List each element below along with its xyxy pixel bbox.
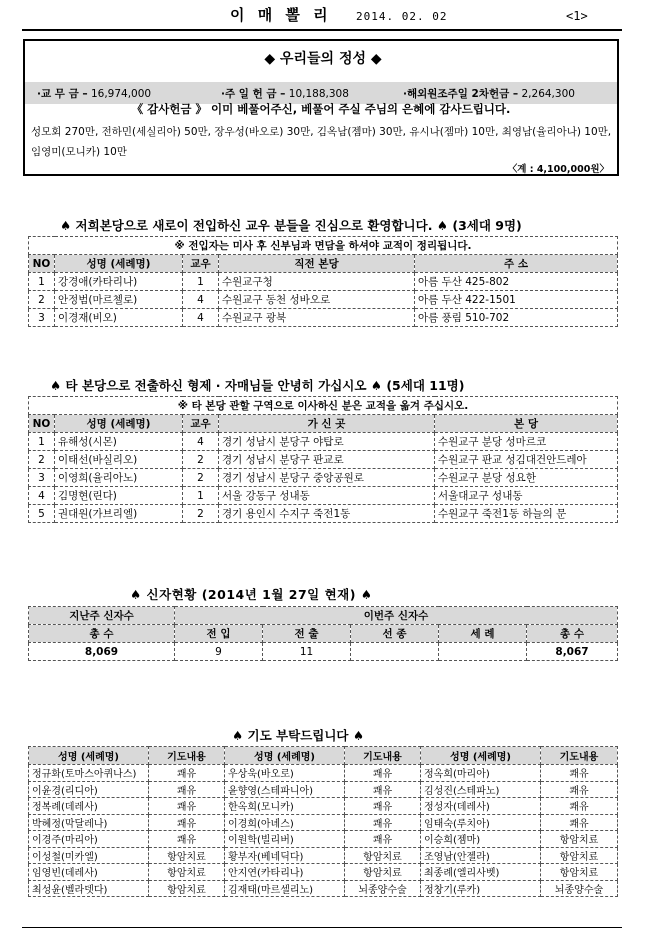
cell-name: 임태숙(루치아) [421, 814, 541, 831]
table-row [29, 487, 618, 505]
cell-destination: 경기 성남시 분당구 판교로 [219, 451, 435, 469]
cell-count: 2 [183, 451, 219, 469]
cell-parish: 서울대교구 성내동 [435, 487, 618, 505]
cell-count: 2 [183, 505, 219, 523]
believers-table [28, 606, 618, 661]
table-row [29, 643, 618, 661]
last-total: 8,069 [29, 643, 175, 661]
table-row [29, 847, 618, 864]
cell-count: 4 [183, 433, 219, 451]
cell-no: 2 [29, 291, 55, 309]
table-row [29, 831, 618, 848]
cell-name: 이성철(미카엘) [29, 847, 149, 864]
total-sunday: ·주 일 헌 금 – 10,188,308 [221, 88, 349, 100]
table-header: 기도내용 [345, 747, 421, 765]
cell-parish: 수원교구 광북 [219, 309, 415, 327]
cell-no: 4 [29, 487, 55, 505]
cell-destination: 경기 용인시 수지구 죽전1동 [219, 505, 435, 523]
cell-name: 정옥희(마리아) [421, 765, 541, 782]
table-row [29, 765, 618, 782]
cell-request: 항암치료 [149, 880, 225, 897]
cell-request: 항암치료 [541, 831, 618, 848]
cell-name: 이경재(비오) [55, 309, 183, 327]
cell-no: 3 [29, 469, 55, 487]
cell-name: 김명현(린다) [55, 487, 183, 505]
prayer-title: ♠ 기도 부탁드립니다 ♠ [232, 728, 365, 743]
cell-name: 임영빈(데레사) [29, 864, 149, 881]
farewell-notice: ※ 타 본당 관할 구역으로 이사하신 분은 교적을 옮겨 주십시오. [29, 397, 618, 415]
cell-name: 정창기(루카) [421, 880, 541, 897]
cell-name: 이원학(빌리버) [225, 831, 345, 848]
cell-no: 3 [29, 309, 55, 327]
cell-request: 쾌유 [345, 781, 421, 798]
cell-request: 뇌종양수술 [345, 880, 421, 897]
cell-request: 쾌유 [149, 765, 225, 782]
cell-name: 안지연(카타리나) [225, 864, 345, 881]
cell-name: 권대원(가브리엘) [55, 505, 183, 523]
believers-title: ♠ 신자현황 (2014년 1월 27일 현재) ♠ [130, 587, 373, 602]
farewell-table [28, 396, 618, 523]
cell-name: 유해성(시몬) [55, 433, 183, 451]
cell-request: 항암치료 [345, 847, 421, 864]
cell-request: 항암치료 [149, 847, 225, 864]
table-row [29, 273, 618, 291]
table-header: NO [29, 415, 55, 433]
cell-name: 이윤경(리디아) [29, 781, 149, 798]
cell-no: 2 [29, 451, 55, 469]
table-row [29, 864, 618, 881]
table-header: 전 입 [175, 625, 263, 643]
cell-parish: 수원교구 판교 성김대건안드레아 [435, 451, 618, 469]
cell-request: 항암치료 [541, 864, 618, 881]
cell-count: 4 [183, 309, 219, 327]
cell-destination: 경기 성남시 분당구 야탑로 [219, 433, 435, 451]
prayer-table [28, 746, 618, 897]
cell-name: 박혜정(막달레나) [29, 814, 149, 831]
cell-no: 5 [29, 505, 55, 523]
last-week-label: 지난주 신자수 [29, 607, 175, 625]
moved-in: 9 [175, 643, 263, 661]
cell-request: 쾌유 [541, 765, 618, 782]
footer-divider [22, 927, 622, 928]
thanks-title: 《 감사헌금 》 이미 베풀어주신, 베풀어 주실 주님의 은혜에 감사드립니다. [131, 102, 511, 116]
cell-count: 1 [183, 273, 219, 291]
table-row [29, 798, 618, 815]
table-row [29, 469, 618, 487]
thanks-names: 성모회 270만, 전하민(세실리아) 50만, 장우성(바오로) 30만, 김옥남(젬마) 30만, 유시나(젬마) 10만, 최영남(율리아나) 10만, 임영미(모니카) 10만 [31, 126, 612, 158]
cell-name: 이경주(마리아) [29, 831, 149, 848]
table-row [29, 880, 618, 897]
welcome-title: ♠ 저희본당으로 새로이 전입하신 교우 분들을 진심으로 환영합니다. ♠ (3세대 9명) [60, 218, 522, 233]
moved-out: 11 [263, 643, 351, 661]
cell-name: 강경애(카타리나) [55, 273, 183, 291]
cell-count: 4 [183, 291, 219, 309]
cell-request: 뇌종양수술 [541, 880, 618, 897]
table-header: 성명 (세례명) [55, 415, 183, 433]
table-header: 직전 본당 [219, 255, 415, 273]
cell-name: 이태선(바실리오) [55, 451, 183, 469]
table-header: 성명 (세례명) [225, 747, 345, 765]
cell-request: 쾌유 [149, 831, 225, 848]
cell-name: 최성윤(벨라뎃다) [29, 880, 149, 897]
cell-name: 이영희(율리아노) [55, 469, 183, 487]
cell-name: 우상욱(바오로) [225, 765, 345, 782]
table-row [29, 505, 618, 523]
deceased [351, 643, 439, 661]
cell-count: 1 [183, 487, 219, 505]
cell-request: 항암치료 [541, 847, 618, 864]
cell-parish: 수원교구 분당 성요한 [435, 469, 618, 487]
cell-name: 안정범(마르첼로) [55, 291, 183, 309]
page-number: <1> [566, 9, 588, 23]
offering-title: ◆ 우리들의 정성 ◆ [264, 51, 382, 67]
cell-address: 아름 풍림 510-702 [415, 309, 618, 327]
table-header: 교우 [183, 415, 219, 433]
cell-request: 쾌유 [149, 814, 225, 831]
farewell-title: ♠ 타 본당으로 전출하신 형제 · 자매님들 안녕히 가십시오 ♠ (5세대 11명) [50, 378, 465, 393]
cell-name: 한옥희(모니카) [225, 798, 345, 815]
this-total: 8,067 [527, 643, 618, 661]
welcome-table [28, 236, 618, 327]
cell-destination: 서울 강동구 성내동 [219, 487, 435, 505]
cell-count: 2 [183, 469, 219, 487]
cell-name: 김재태(마르셀리노) [225, 880, 345, 897]
table-header: NO [29, 255, 55, 273]
cell-request: 쾌유 [345, 814, 421, 831]
cell-parish: 수원교구청 [219, 273, 415, 291]
cell-name: 정복례(데레사) [29, 798, 149, 815]
cell-request: 쾌유 [345, 765, 421, 782]
cell-parish: 수원교구 동천 성바오로 [219, 291, 415, 309]
bulletin-date: 2014. 02. 02 [356, 10, 448, 23]
cell-name: 조영남(안젤라) [421, 847, 541, 864]
cell-destination: 경기 성남시 분당구 중앙공원로 [219, 469, 435, 487]
cell-name: 윤향영(스테파니아) [225, 781, 345, 798]
offering-box [23, 39, 619, 176]
cell-request: 쾌유 [149, 798, 225, 815]
total-tithe: ·교 무 금 – 16,974,000 [37, 88, 152, 100]
table-header: 성명 (세례명) [421, 747, 541, 765]
cell-address: 아름 두산 425-802 [415, 273, 618, 291]
cell-request: 쾌유 [541, 798, 618, 815]
table-header: 가 신 곳 [219, 415, 435, 433]
cell-address: 아름 두산 422-1501 [415, 291, 618, 309]
cell-request: 쾌유 [345, 798, 421, 815]
table-header: 교우 [183, 255, 219, 273]
table-header: 본 당 [435, 415, 618, 433]
header-divider [22, 29, 622, 31]
thanks-sum: 〈계 : 4,100,000원〉 [507, 164, 609, 175]
cell-request: 쾌유 [541, 814, 618, 831]
baptized [439, 643, 527, 661]
table-header: 기도내용 [541, 747, 618, 765]
table-row [29, 451, 618, 469]
cell-request: 항암치료 [345, 864, 421, 881]
cell-name: 정성자(데레사) [421, 798, 541, 815]
cell-request: 항암치료 [149, 864, 225, 881]
table-header: 총 수 [29, 625, 175, 643]
cell-parish: 수원교구 죽전1동 하늘의 문 [435, 505, 618, 523]
table-header: 총 수 [527, 625, 618, 643]
table-header: 세 례 [439, 625, 527, 643]
cell-parish: 수원교구 분당 성마르코 [435, 433, 618, 451]
welcome-notice: ※ 전입자는 미사 후 신부님과 면담을 하셔야 교적이 정리됩니다. [29, 237, 618, 255]
bulletin-title: 이 매 뽈 리 [230, 6, 332, 24]
table-row [29, 814, 618, 831]
cell-name: 최종례(엘리사벳) [421, 864, 541, 881]
cell-no: 1 [29, 433, 55, 451]
cell-no: 1 [29, 273, 55, 291]
cell-name: 이승희(젬마) [421, 831, 541, 848]
table-row [29, 433, 618, 451]
table-header: 전 출 [263, 625, 351, 643]
table-row [29, 291, 618, 309]
table-header: 성명 (세례명) [29, 747, 149, 765]
table-row [29, 781, 618, 798]
cell-name: 이경희(아녜스) [225, 814, 345, 831]
table-header: 주 소 [415, 255, 618, 273]
cell-name: 정규화(토마스아퀴나스) [29, 765, 149, 782]
table-header: 선 종 [351, 625, 439, 643]
table-header: 성명 (세례명) [55, 255, 183, 273]
this-week-label: 이번주 신자수 [175, 607, 618, 625]
cell-request: 쾌유 [541, 781, 618, 798]
cell-name: 황부자(베네딕다) [225, 847, 345, 864]
table-row [29, 309, 618, 327]
cell-request: 쾌유 [149, 781, 225, 798]
total-overseas: ·해외원조주일 2차헌금 – 2,264,300 [403, 88, 575, 100]
cell-request: 쾌유 [345, 831, 421, 848]
table-header: 기도내용 [149, 747, 225, 765]
cell-name: 김성진(스테파노) [421, 781, 541, 798]
